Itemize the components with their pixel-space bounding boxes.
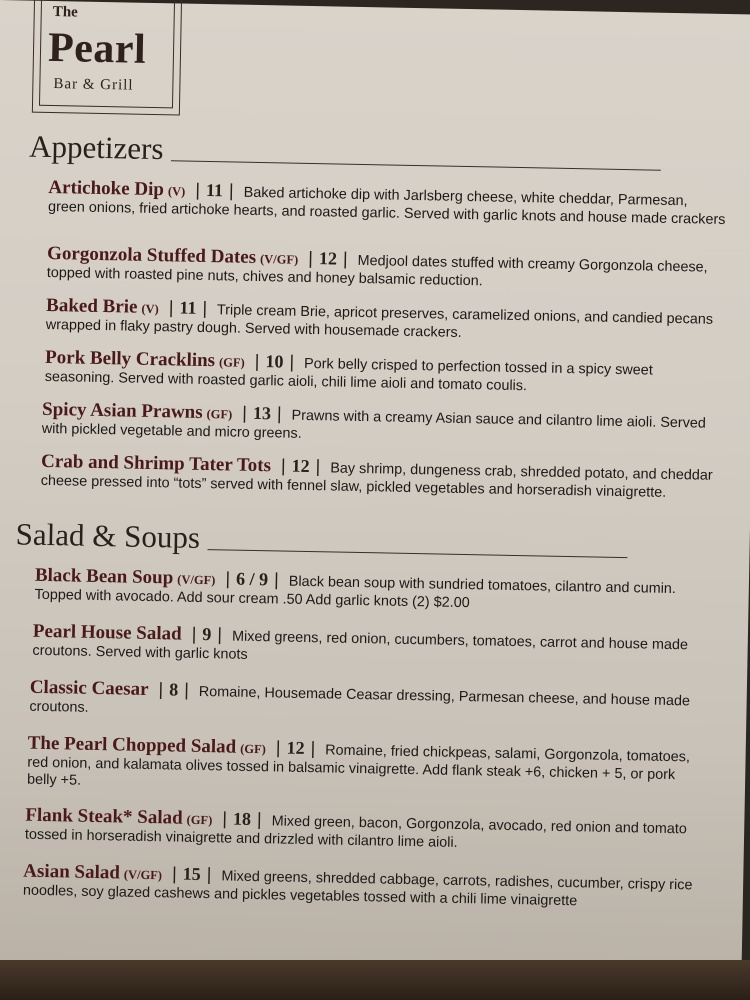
section-title: Salad & Soups [15,516,201,555]
item-description: Mixed greens, red onion, cucumbers, tomatoes, carrot and house made croutons. Served with garlic knots [32,628,689,663]
menu-item [26,732,708,803]
menu-item [41,398,723,451]
item-separator: | [256,809,262,830]
item-separator: | [195,179,201,200]
menu-item [40,450,722,503]
item-name: Spicy Asian Prawns [41,398,203,423]
item-price: 9 [202,624,212,645]
item-tag: (V/GF) [177,572,216,588]
item-separator: | [342,248,348,269]
menu-item [22,860,704,913]
item-price: 12 [291,455,310,477]
item-name: The Pearl Chopped Salad [27,732,237,758]
section-appetizers [29,129,662,177]
restaurant-logo [32,0,182,115]
item-name: Baked Brie [45,294,138,318]
item-separator: | [275,737,281,758]
item-price: 11 [179,297,197,318]
item-separator: | [184,679,190,700]
item-name: Artichoke Dip [48,176,165,201]
item-separator: | [171,863,177,884]
item-price: 11 [205,179,224,201]
item-separator: | [254,350,260,372]
item-price: 15 [182,863,201,885]
logo-the: The [52,4,78,21]
item-description: Black bean soup with sundried tomatoes, cilantro and cumin. Topped with avocado. Add sour cream .50 Add garlic knots (2) $2.00 [34,573,677,611]
item-separator: | [158,679,164,700]
item-separator: | [191,623,197,644]
item-separator: | [202,297,208,319]
item-name: Gorgonzola Stuffed Dates [46,242,257,268]
item-description: Romaine, Housemade Ceasar dressing, Parmesan cheese, and house made croutons. [29,683,691,716]
item-tag: (GF) [186,812,213,828]
menu-item [34,564,715,617]
item-separator: | [280,455,286,476]
item-separator: | [222,808,228,829]
item-price: 18 [232,808,252,829]
item-description: Pork belly crisped to perfection tossed in a spicy sweet seasoning. Served with roasted garlic aioli, chili lime aioli and tomato coulis. [44,355,653,394]
item-price: 12 [286,737,305,758]
menu-item [47,176,729,229]
item-separator: | [242,402,248,423]
table-background [0,960,750,1000]
item-name: Flank Steak* Salad [25,804,183,829]
item-tag: (V) [141,301,159,317]
item-name: Pork Belly Cracklins [44,346,216,372]
logo-subtitle: Bar & Grill [53,76,134,94]
item-separator: | [206,864,212,885]
item-name: Black Bean Soup [34,564,174,589]
item-description: Romaine, fried chickpeas, salami, Gorgonzola, tomatoes, red onion, and kalamata olives tossed in balsamic vinaigrette. Add flank steak +6, chicken + 5, or pork belly +5. [26,742,691,789]
item-separator: | [276,403,282,424]
item-separator: | [308,247,314,269]
logo-name: Pearl [47,24,147,73]
item-price: 13 [252,402,272,424]
item-separator: | [225,568,231,589]
item-name: Asian Salad [23,860,121,884]
item-name: Crab and Shrimp Tater Tots [40,450,272,477]
item-tag: (V) [167,184,186,199]
item-separator: | [310,738,316,759]
item-price: 12 [318,248,338,269]
item-description: Bay shrimp, dungeness crab, shredded potato, and cheddar cheese pressed into “tots” served with fennel slaw, pickled vegetables and horseradish vinaigrette. [40,460,713,501]
item-description: Baked artichoke dip with Jarlsberg cheese, white cheddar, Parmesan, green onions, fried artichoke hearts, and roasted garlic. Served with garlic knots and house made crackers [47,184,726,228]
item-tag: (V/GF) [123,867,163,883]
item-description: Triple cream Brie, apricot preserves, caramelized onions, and candied pecans wrapped in flaky pastry dough. Served with housemade crackers. [45,302,714,341]
item-tag: (GF) [206,407,233,422]
item-tag: (GF) [218,355,245,370]
item-separator: | [289,351,295,372]
item-name: Classic Caesar [29,676,149,700]
item-price: 8 [169,679,179,700]
section-title: Appetizers [28,128,164,167]
item-price: 6 / 9 [235,568,269,590]
menu-item [29,676,710,729]
menu-item [32,620,713,673]
menu-item [24,804,706,857]
item-description: Medjool dates stuffed with creamy Gorgonzola cheese, topped with roasted pine nuts, chives and honey balsamic reduction. [46,252,708,289]
menu-item [46,242,728,295]
menu-item [45,294,727,347]
item-separator: | [217,624,223,645]
item-description: Mixed greens, shredded cabbage, carrots, radishes, cucumber, crispy rice noodles, soy glazed cashews and pickles vegetables tossed with a chili lime vinaigrette [22,868,693,909]
item-tag: (V/GF) [259,252,299,267]
item-tag: (GF) [240,741,267,757]
section-salad-soups [15,516,628,564]
item-separator: | [228,180,234,201]
section-rule [171,160,661,171]
item-price: 10 [265,351,284,372]
item-name: Pearl House Salad [32,620,182,645]
item-separator: | [168,297,174,318]
item-separator: | [315,456,321,477]
menu-item [44,346,726,399]
section-rule [208,549,628,559]
item-separator: | [273,569,280,590]
item-description: Prawns with a creamy Asian sauce and cilantro lime aioli. Served with pickled vegetable and micro greens. [41,407,707,442]
item-description: Mixed green, bacon, Gorgonzola, avocado, red onion and tomato tossed in horseradish vinaigrette and drizzled with cilantro lime aioli. [24,813,687,851]
